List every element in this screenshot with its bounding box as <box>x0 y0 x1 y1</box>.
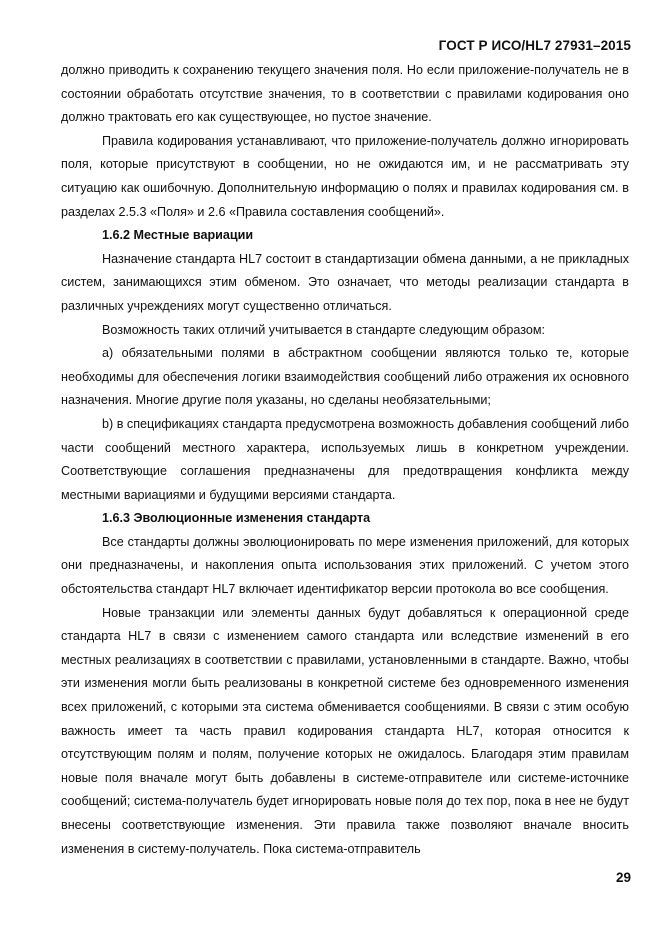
page-number: 29 <box>615 870 631 885</box>
list-item-b: b) в спецификациях стандарта предусмотрена возможность добавления сообщений либо части сообщений местного характера, используемых лишь в конкретном учреждении. Соответствующие соглашения предназначены для предотвращения конфликта между местными вариациями и будущими версиями стандарта. <box>61 416 629 502</box>
section-heading-1-6-2: 1.6.2 Местные вариации <box>102 228 254 243</box>
standard-code-header: ГОСТ Р ИСО/HL7 27931–2015 <box>438 38 631 53</box>
paragraph-encoding-rules: Правила кодирования устанавливают, что приложение-получатель должно игнорировать поля, которые присутствуют в сообщении, но не ожидаются им, и не рассматривать эту ситуацию как ошибочную. Дополнительную информацию о полях и правилах кодирования см. в разделах 2.5.3 «Поля» и 2.6 «Правила составления сообщений». <box>61 133 629 219</box>
paragraph-standards-evolve: Все стандарты должны эволюционировать по мере изменения приложений, для которых они предназначены, и накопления опыта использования этих приложений. С учетом этого обстоятельства стандарт HL7 включает идентификатор версии протокола во все сообщения. <box>61 534 629 597</box>
paragraph-hl7-purpose: Назначение стандарта HL7 состоит в стандартизации обмена данными, а не прикладных систем, занимающихся этим обменом. Это означает, что методы реализации стандарта в различных учреждениях могут существенно отличаться. <box>61 251 629 313</box>
paragraph-continuation: должно приводить к сохранению текущего значения поля. Но если приложение-получатель не в состоянии обработать отсутствие значения, то в соответствии с правилами кодирования оно должно трактовать его как существующее, но пустое значение. <box>61 63 629 125</box>
page-body <box>61 59 629 861</box>
paragraph-variation-handling: Возможность таких отличий учитывается в стандарте следующим образом: <box>102 322 546 337</box>
list-item-a: a) обязательными полями в абстрактном сообщении являются только те, которые необходимы для обеспечения логики взаимодействия сообщений либо отражения их основного назначения. Многие другие поля указаны, но сделаны необязательными; <box>61 346 629 408</box>
section-heading-1-6-3: 1.6.3 Эволюционные изменения стандарта <box>102 511 371 526</box>
paragraph-new-transactions: Новые транзакции или элементы данных будут добавляться к операционной среде стандарта HL7 в связи с изменением самого стандарта или вследствие изменений в его местных реализациях в соответствии с правилами, установленными в стандарте. Важно, чтобы эти изменения могли быть реализованы в конкретной системе без одновременного изменения всех приложений, с которыми эта система обменивается сообщениями. В связи с этим особую важность имеет та часть правил кодирования стандарта HL7, которая относится к отсутствующим полям и полям, получение которых не ожидалось. Благодаря этим правилам новые поля вначале могут быть добавлены в системе-отправителе или системе-источнике сообщений; система-получатель будет игнорировать новые поля до тех пор, пока в нее не будут внесены соответствующие изменения. Эти правила также позволяют вначале вносить изменения в систему-получатель. Пока система-отправитель <box>61 605 629 856</box>
